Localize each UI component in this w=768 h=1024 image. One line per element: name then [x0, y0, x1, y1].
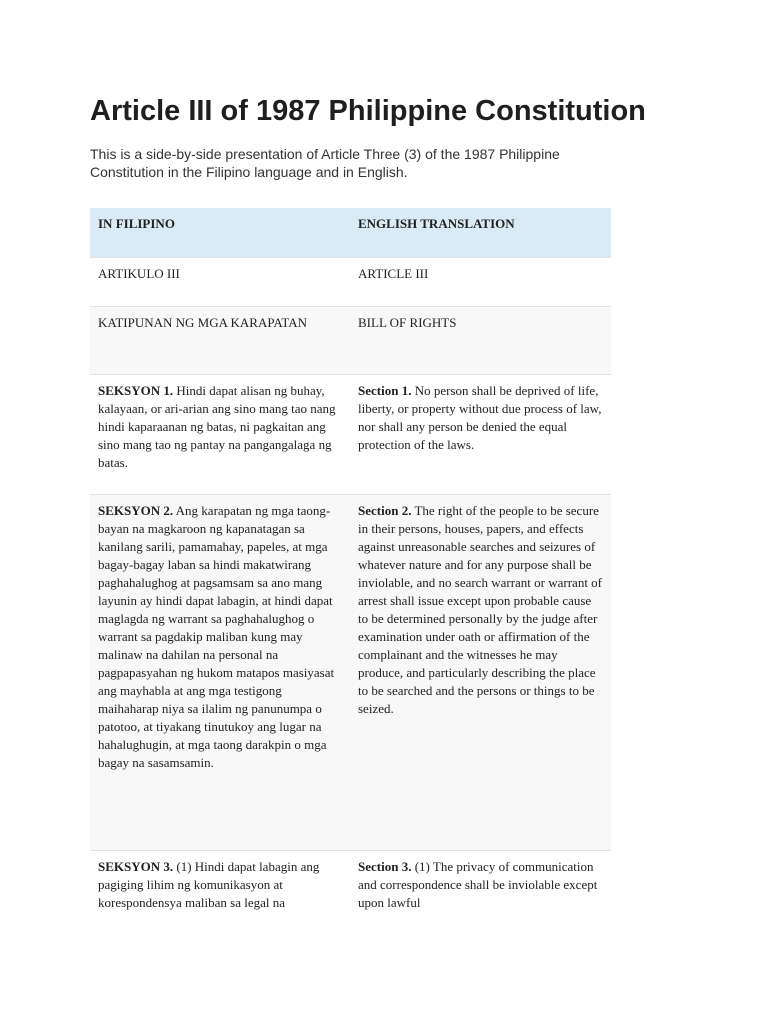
filipino-cell	[90, 257, 350, 306]
english-cell	[350, 257, 611, 306]
filipino-text: ARTIKULO III	[98, 265, 180, 281]
intro-paragraph: This is a side-by-side presentation of Article Three (3) of the 1987 Philippine Constitution in the Filipino language and in English.	[90, 146, 560, 180]
filipino-cell	[90, 306, 350, 374]
filipino-cell	[90, 494, 350, 850]
english-section-label: Section 2.	[358, 502, 412, 518]
filipino-cell	[90, 374, 350, 494]
english-text: ARTICLE III	[358, 265, 429, 281]
filipino-text: (1) Hindi dapat labagin ang pagiging lihim ng komunikasyon at korespondensya maliban sa legal na	[98, 858, 320, 910]
table-row	[90, 306, 611, 374]
page-title: Article III of 1987 Philippine Constitution	[90, 95, 646, 127]
table-row	[90, 374, 611, 494]
filipino-section-label: SEKSYON 3.	[98, 858, 174, 874]
filipino-cell	[90, 850, 350, 930]
header-english: ENGLISH TRANSLATION	[350, 208, 611, 257]
english-cell	[350, 374, 611, 494]
english-text: (1) The privacy of communication and correspondence shall be inviolable except upon lawful	[358, 858, 598, 910]
table-row	[90, 494, 611, 850]
filipino-section-label: SEKSYON 2.	[98, 502, 174, 518]
english-text: The right of the people to be secure in their persons, houses, papers, and effects against unreasonable searches and seizures of whatever nature and for any purpose shall be inviolable, and no search warrant or warrant of arrest shall issue except upon probable cause to be determined personally by the judge after examination under oath or affirmation of the complainant and the witnesses he may produce, and particularly describing the place to be searched and the persons or things to be seized.	[358, 502, 603, 716]
english-section-label: Section 1.	[358, 382, 412, 398]
filipino-text: KATIPUNAN NG MGA KARAPATAN	[98, 314, 308, 330]
filipino-section-label: SEKSYON 1.	[98, 382, 174, 398]
english-cell	[350, 850, 611, 930]
filipino-text: Hindi dapat alisan ng buhay, kalayaan, or ari-arian ang sino mang tao nang hindi kaparaanan ng batas, ni pagkaitan ang sino mang tao ng pantay na pangangalaga ng batas.	[98, 382, 336, 470]
english-text: No person shall be deprived of life, liberty, or property without due process of law, nor shall any person be denied the equal protection of the laws.	[358, 382, 602, 452]
english-section-label: Section 3.	[358, 858, 412, 874]
table-header-row	[90, 208, 611, 257]
english-text: BILL OF RIGHTS	[358, 314, 457, 330]
article-comparison-table	[90, 208, 611, 930]
filipino-text: Ang karapatan ng mga taong-bayan na magkaroon ng kapanatagan sa kanilang sarili, pamamahay, papeles, at mga bagay-bagay laban sa hindi makatwirang paghahalughog at pagsamsam sa ano mang layunin ay hindi dapat labagin, at hindi dapat maglagda ng warrant sa paghahalughog o warrant sa pagdakip maliban kung may malinaw na dahilan na personal na pagpapasyahan ng hukom matapos masiyasat ang mayhabla at ang mga testigong maihaharap niya sa ilalim ng panunumpa o patotoo, at tiyakang tinutukoy ang lugar na hahalughugin, at mga taong darakpin o mga bagay na sasamsamin.	[98, 502, 335, 770]
english-cell	[350, 494, 611, 850]
header-filipino: IN FILIPINO	[90, 208, 350, 257]
table-row	[90, 850, 611, 930]
table-row	[90, 257, 611, 306]
english-cell	[350, 306, 611, 374]
